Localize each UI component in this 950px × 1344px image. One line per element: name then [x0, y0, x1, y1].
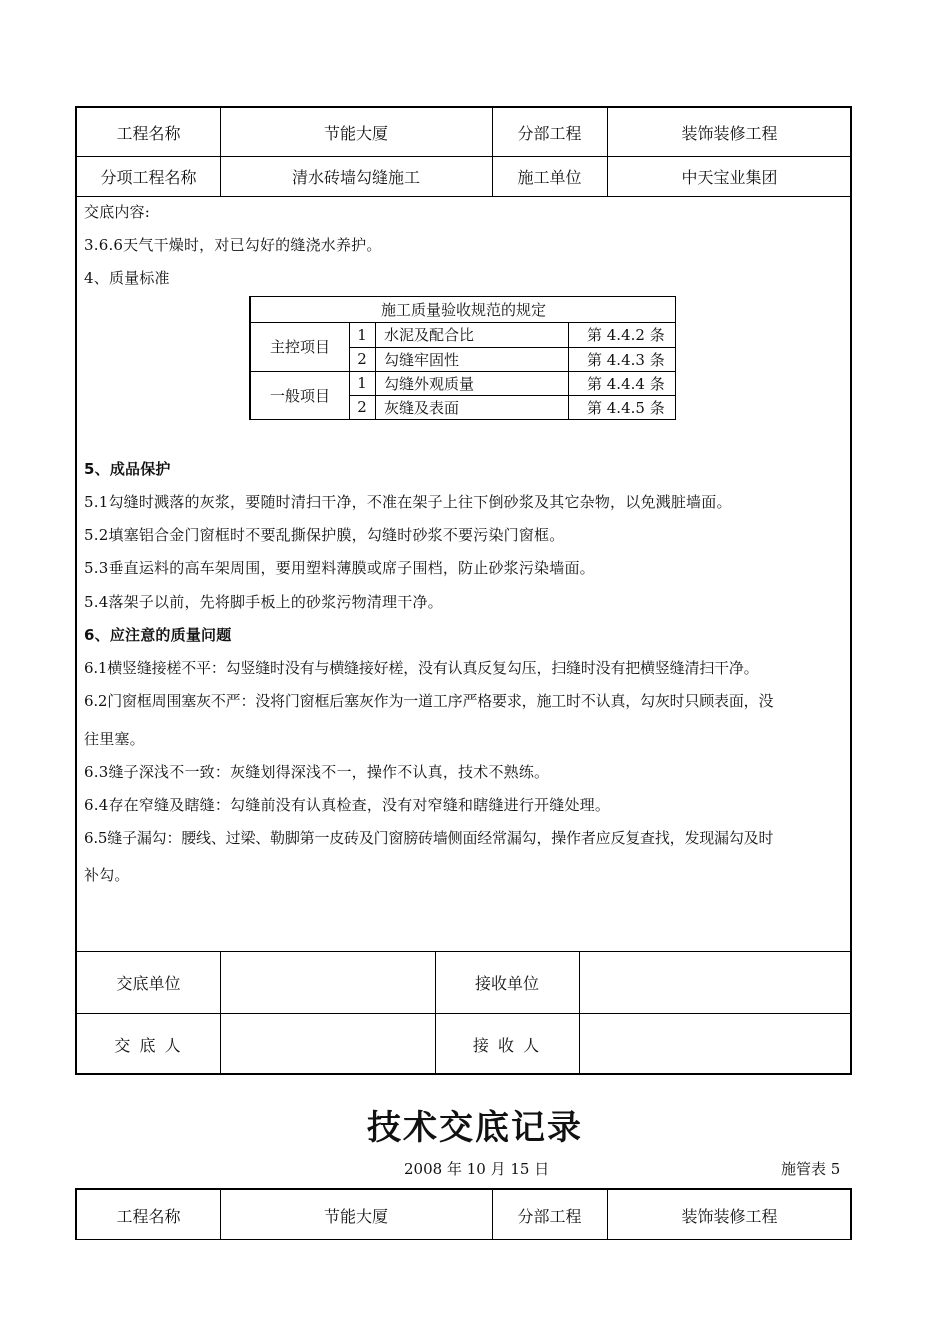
row-clause: 第 4.4.5 条	[587, 398, 665, 417]
row-no: 2	[357, 350, 367, 368]
row-clause: 第 4.4.2 条	[587, 326, 665, 344]
receiver-unit-label: 接收单位	[474, 973, 539, 993]
next-record-table	[75, 1188, 852, 1240]
intro-label: 交底内容:	[84, 203, 151, 221]
section-5-line: 5.2填塞铝合金门窗框时不要乱撕保护膜，勾缝时砂浆不要污染门窗框。	[84, 526, 565, 544]
row-item: 灰缝及表面	[384, 398, 460, 417]
table-divider	[375, 322, 376, 419]
section-6-line: 往里塞。	[84, 730, 145, 748]
issuer-person-field[interactable]	[220, 1013, 435, 1075]
row-divider	[77, 196, 852, 197]
content-line: 3.6.6天气干燥时，对已勾好的缝浇水养护。	[84, 236, 382, 254]
group-name: 一般项目	[269, 386, 330, 405]
group-name: 主控项目	[269, 338, 330, 356]
sub-project-label: 分部工程	[517, 1206, 582, 1226]
row-item: 水泥及配合比	[384, 326, 475, 344]
contractor-label: 施工单位	[517, 167, 582, 187]
sub-project-value: 装饰装修工程	[681, 1206, 778, 1226]
quality-table	[249, 296, 676, 420]
page-title: 技术交底记录	[367, 1108, 583, 1148]
row-clause: 第 4.4.3 条	[587, 350, 665, 369]
quality-table-caption: 施工质量验收规范的规定	[380, 301, 546, 319]
row-clause: 第 4.4.4 条	[587, 374, 665, 393]
table-divider	[568, 322, 569, 419]
sub-project-value: 装饰装修工程	[681, 123, 778, 143]
section-4-title: 4、质量标准	[84, 269, 170, 287]
section-6-line: 6.4存在窄缝及瞎缝：勾缝前没有认真检查，没有对窄缝和瞎缝进行开缝处理。	[84, 796, 611, 814]
project-name-label: 工程名称	[116, 1206, 181, 1226]
issuer-unit-label: 交底单位	[116, 973, 181, 993]
receiver-person-label: 接 收 人	[472, 1035, 542, 1055]
issuer-person-label: 交 底 人	[114, 1035, 183, 1055]
project-name-label: 工程名称	[116, 123, 181, 143]
receiver-person-field[interactable]	[579, 1013, 852, 1075]
contractor-value: 中天宝业集团	[681, 167, 778, 187]
row-no: 2	[357, 398, 367, 416]
section-6-line: 6.3缝子深浅不一致：灰缝划得深浅不一，操作不认真，技术不熟练。	[84, 763, 550, 781]
issuer-unit-field[interactable]	[220, 951, 435, 1013]
receiver-unit-field[interactable]	[579, 951, 852, 1013]
section-5-line: 5.3垂直运料的高车架周围，要用塑料薄膜或席子围档，防止砂浆污染墙面。	[84, 559, 595, 577]
sub-project-label: 分部工程	[517, 123, 582, 143]
record-date: 2008 年 10 月 15 日	[404, 1160, 550, 1178]
row-item: 勾缝牢固性	[384, 350, 460, 369]
form-number: 施管表 5	[781, 1160, 841, 1178]
section-5-line: 5.4落架子以前，先将脚手板上的砂浆污物清理干净。	[84, 593, 443, 611]
section-6-title: 6、应注意的质量问题	[84, 626, 232, 644]
project-name-value: 节能大厦	[323, 1206, 388, 1226]
row-no: 1	[357, 374, 367, 392]
project-name-value: 节能大厦	[323, 123, 388, 143]
section-6-line: 6.2门窗框周围塞灰不严：没将门窗框后塞灰作为一道工序严格要求，施工时不认真，勾灰时只顾表面，没	[84, 692, 774, 710]
section-6-line: 补勾。	[84, 866, 130, 884]
item-name-label: 分项工程名称	[100, 167, 197, 187]
section-6-line: 6.5缝子漏勾：腰线、过梁、勒脚第一皮砖及门窗膀砖墙侧面经常漏勾，操作者应反复查找，发现漏勾及时	[84, 829, 774, 847]
item-name-value: 清水砖墙勾缝施工	[291, 167, 420, 187]
row-item: 勾缝外观质量	[384, 374, 475, 393]
row-no: 1	[357, 325, 367, 344]
section-5-line: 5.1勾缝时溅落的灰浆，要随时清扫干净，不准在架子上往下倒砂浆及其它杂物，以免溅脏墙面。	[84, 493, 732, 511]
section-5-title: 5、成品保护	[84, 460, 171, 478]
section-6-line: 6.1横竖缝接槎不平：勾竖缝时没有与横缝接好槎，没有认真反复勾压，扫缝时没有把横竖缝清扫干净。	[84, 659, 759, 677]
